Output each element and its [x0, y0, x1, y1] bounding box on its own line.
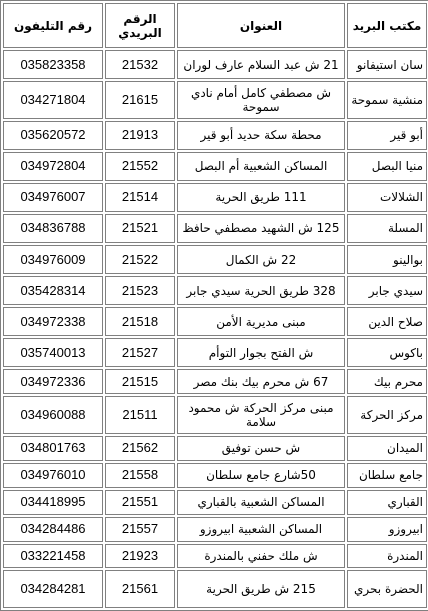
address-cell: 50شارع جامع سلطان — [177, 463, 345, 488]
office-cell: الميدان — [347, 436, 427, 461]
table-row — [3, 121, 427, 150]
table-row — [3, 338, 427, 367]
table-row — [3, 245, 427, 274]
table-row — [3, 570, 427, 608]
table-row — [3, 463, 427, 488]
postal-code-cell: 21523 — [105, 276, 175, 305]
office-cell: الشلالات — [347, 183, 427, 212]
phone-cell: 034976007 — [3, 183, 103, 212]
office-cell: منيا البصل — [347, 152, 427, 181]
phone-cell: 034418995 — [3, 490, 103, 515]
address-cell: ش حسن توفيق — [177, 436, 345, 461]
phone-cell: 034976009 — [3, 245, 103, 274]
phone-cell: 034972338 — [3, 307, 103, 336]
office-cell: القباري — [347, 490, 427, 515]
address-cell: مبنى مركز الحركة ش محمود سلامة — [177, 396, 345, 433]
table-row — [3, 396, 427, 433]
address-cell: المساكن الشعبية بالقباري — [177, 490, 345, 515]
phone-cell: 034976010 — [3, 463, 103, 488]
address-cell: 125 ش الشهيد مصطفي حافظ — [177, 214, 345, 243]
header-postal-code: الرقم البريدي — [105, 3, 175, 48]
address-cell: ش مصطفي كامل أمام نادي سموحة — [177, 81, 345, 118]
address-cell: 67 ش محرم بيك بنك مصر — [177, 369, 345, 394]
postal-code-cell: 21558 — [105, 463, 175, 488]
phone-cell: 035620572 — [3, 121, 103, 150]
office-cell: المسلة — [347, 214, 427, 243]
phone-cell: 035823358 — [3, 50, 103, 79]
address-cell: مبنى مديرية الأمن — [177, 307, 345, 336]
address-cell: 22 ش الكمال — [177, 245, 345, 274]
address-cell: المساكن الشعبية أم البصل — [177, 152, 345, 181]
postal-code-cell: 21557 — [105, 517, 175, 542]
header-office: مكتب البريد — [347, 3, 427, 48]
table-row — [3, 369, 427, 394]
office-cell: محرم بيك — [347, 369, 427, 394]
address-cell: 21 ش عبد السلام عارف لوران — [177, 50, 345, 79]
table-row — [3, 214, 427, 243]
table-row — [3, 517, 427, 542]
postal-code-cell: 21561 — [105, 570, 175, 608]
office-cell: ابيروزو — [347, 517, 427, 542]
office-cell: مركز الحركة — [347, 396, 427, 433]
phone-cell: 034284486 — [3, 517, 103, 542]
header-row — [3, 3, 427, 48]
phone-cell: 035740013 — [3, 338, 103, 367]
office-cell: منشية سموحة — [347, 81, 427, 118]
postal-code-cell: 21518 — [105, 307, 175, 336]
table-row — [3, 490, 427, 515]
phone-cell: 033221458 — [3, 544, 103, 569]
office-cell: سان استيفانو — [347, 50, 427, 79]
phone-cell: 034271804 — [3, 81, 103, 118]
postal-code-cell: 21562 — [105, 436, 175, 461]
postal-code-cell: 21521 — [105, 214, 175, 243]
phone-cell: 034960088 — [3, 396, 103, 433]
postal-code-cell: 21515 — [105, 369, 175, 394]
office-cell: المندرة — [347, 544, 427, 569]
address-cell: محطة سكة حديد أبو قير — [177, 121, 345, 150]
office-cell: سيدي جابر — [347, 276, 427, 305]
phone-cell: 034284281 — [3, 570, 103, 608]
address-cell: ش ملك حفني بالمندرة — [177, 544, 345, 569]
office-cell: بوالينو — [347, 245, 427, 274]
office-cell: صلاح الدين — [347, 307, 427, 336]
table-row — [3, 436, 427, 461]
table-row — [3, 50, 427, 79]
phone-cell: 034801763 — [3, 436, 103, 461]
table-row — [3, 183, 427, 212]
table-row — [3, 544, 427, 569]
office-cell: جامع سلطان — [347, 463, 427, 488]
office-cell: باكوس — [347, 338, 427, 367]
phone-cell: 034972804 — [3, 152, 103, 181]
address-cell: 111 طريق الحرية — [177, 183, 345, 212]
postal-code-cell: 21522 — [105, 245, 175, 274]
address-cell: المساكن الشعبية ابيروزو — [177, 517, 345, 542]
postal-code-cell: 21514 — [105, 183, 175, 212]
address-cell: 215 ش طريق الحرية — [177, 570, 345, 608]
postal-code-cell: 21551 — [105, 490, 175, 515]
postal-code-cell: 21532 — [105, 50, 175, 79]
table-row — [3, 81, 427, 118]
phone-cell: 034972336 — [3, 369, 103, 394]
table-row — [3, 276, 427, 305]
table-row — [3, 152, 427, 181]
postal-code-cell: 21552 — [105, 152, 175, 181]
office-cell: أبو قير — [347, 121, 427, 150]
address-cell: 328 طريق الحرية سيدي جابر — [177, 276, 345, 305]
postal-code-cell: 21511 — [105, 396, 175, 433]
postal-code-cell: 21923 — [105, 544, 175, 569]
address-cell: ش الفتح بجوار التوأم — [177, 338, 345, 367]
phone-cell: 034836788 — [3, 214, 103, 243]
postal-code-cell: 21615 — [105, 81, 175, 118]
table-row — [3, 307, 427, 336]
header-address: العنوان — [177, 3, 345, 48]
phone-cell: 035428314 — [3, 276, 103, 305]
header-phone: رقم التليفون — [3, 3, 103, 48]
postal-code-cell: 21527 — [105, 338, 175, 367]
postal-code-cell: 21913 — [105, 121, 175, 150]
office-cell: الحضرة بحري — [347, 570, 427, 608]
